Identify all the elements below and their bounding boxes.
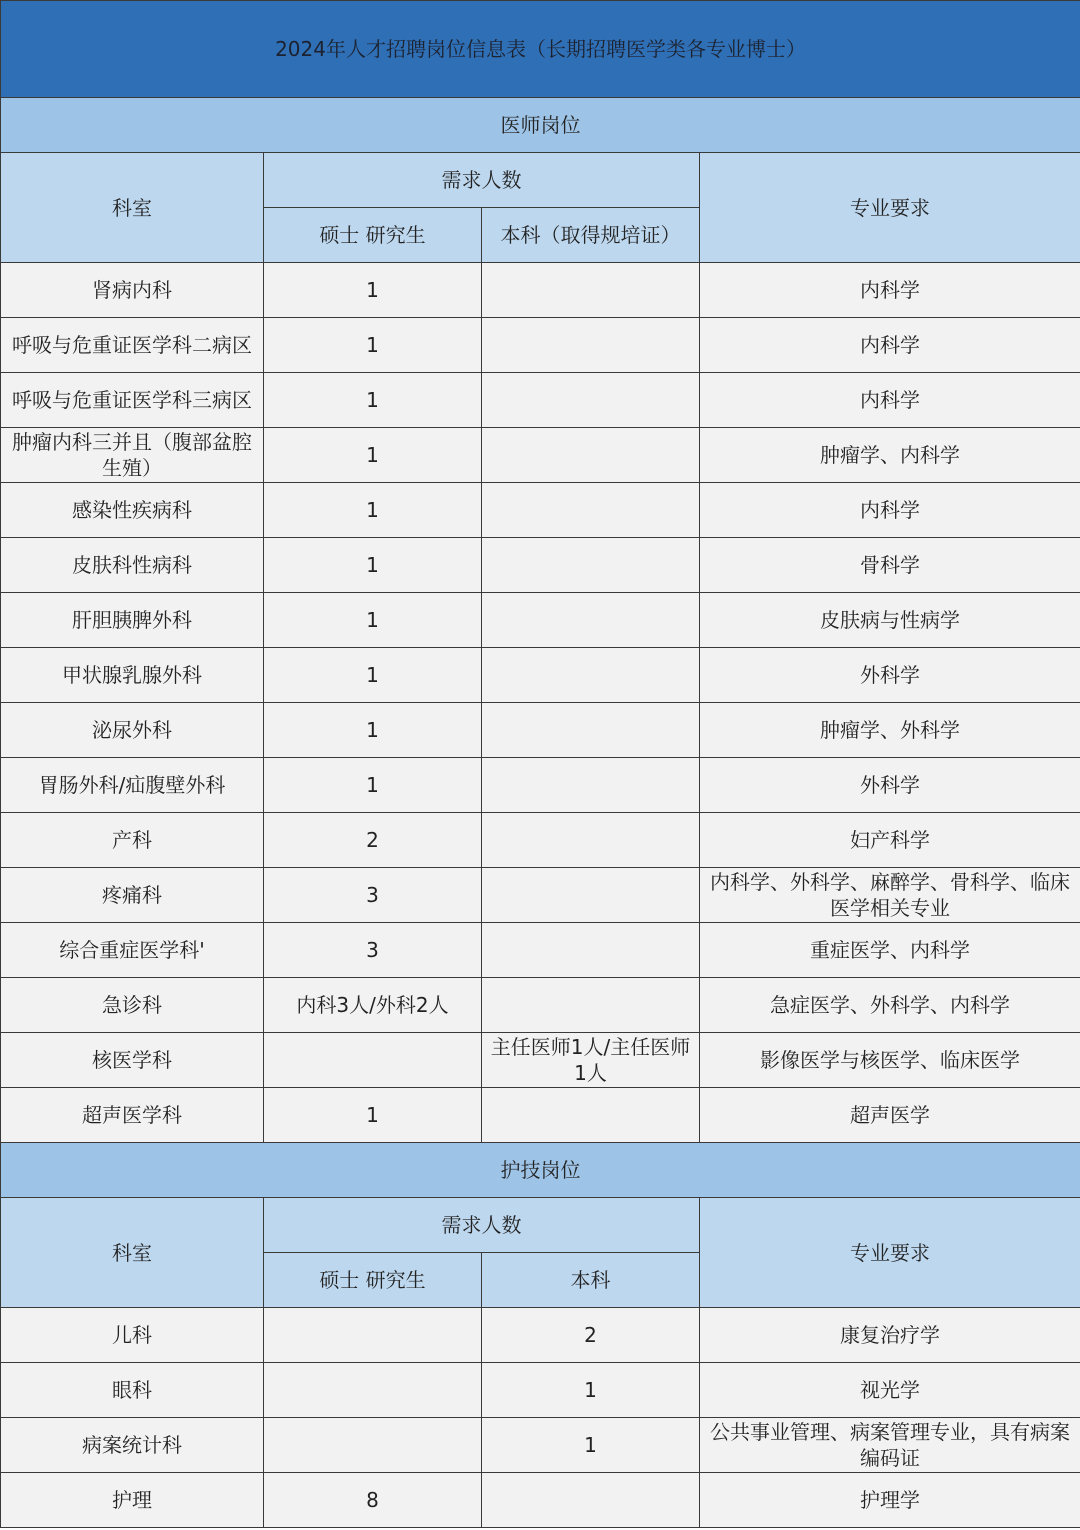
table-row <box>1 263 1080 318</box>
cell-dept: 产科 <box>1 813 264 868</box>
cell-count-col1: 1 <box>264 263 482 318</box>
header-col2: 本科（取得规培证） <box>482 208 700 263</box>
cell-count-col2 <box>482 483 700 538</box>
section-title: 护技岗位 <box>1 1143 1080 1198</box>
cell-count-col2 <box>482 593 700 648</box>
header-major: 专业要求 <box>700 153 1080 263</box>
cell-major: 皮肤病与性病学 <box>700 593 1080 648</box>
table-row <box>1 373 1080 428</box>
table-row <box>1 648 1080 703</box>
cell-dept: 皮肤科性病科 <box>1 538 264 593</box>
cell-major: 影像医学与核医学、临床医学 <box>700 1033 1080 1088</box>
header-col2: 本科 <box>482 1253 700 1308</box>
table-row <box>1 1088 1080 1143</box>
cell-major: 超声医学 <box>700 1088 1080 1143</box>
table-row <box>1 1418 1080 1473</box>
section-title: 医师岗位 <box>1 98 1080 153</box>
cell-count-col2 <box>482 428 700 483</box>
cell-count-col2 <box>482 923 700 978</box>
cell-count-col1: 内科3人/外科2人 <box>264 978 482 1033</box>
cell-count-col2 <box>482 1088 700 1143</box>
cell-major: 内科学 <box>700 483 1080 538</box>
table-row <box>1 428 1080 483</box>
cell-major: 康复治疗学 <box>700 1308 1080 1363</box>
header-demand: 需求人数 <box>264 153 700 208</box>
cell-count-col1: 3 <box>264 868 482 923</box>
cell-count-col2 <box>482 318 700 373</box>
cell-major: 视光学 <box>700 1363 1080 1418</box>
cell-dept: 肾病内科 <box>1 263 264 318</box>
cell-dept: 病案统计科 <box>1 1418 264 1473</box>
cell-major: 外科学 <box>700 758 1080 813</box>
cell-dept: 胃肠外科/疝腹壁外科 <box>1 758 264 813</box>
table-row <box>1 318 1080 373</box>
cell-count-col1: 1 <box>264 758 482 813</box>
cell-dept: 肿瘤内科三并且（腹部盆腔生殖） <box>1 428 264 483</box>
cell-dept: 泌尿外科 <box>1 703 264 758</box>
table-row <box>1 538 1080 593</box>
cell-count-col1: 2 <box>264 813 482 868</box>
cell-count-col2 <box>482 758 700 813</box>
cell-count-col2 <box>482 868 700 923</box>
cell-count-col1: 1 <box>264 318 482 373</box>
cell-count-col1: 8 <box>264 1473 482 1528</box>
cell-count-col1 <box>264 1033 482 1088</box>
cell-count-col1 <box>264 1418 482 1473</box>
cell-count-col1 <box>264 1363 482 1418</box>
cell-count-col2 <box>482 813 700 868</box>
cell-major: 外科学 <box>700 648 1080 703</box>
cell-major: 内科学、外科学、麻醉学、骨科学、临床医学相关专业 <box>700 868 1080 923</box>
cell-major: 肿瘤学、内科学 <box>700 428 1080 483</box>
table-row <box>1 1473 1080 1528</box>
cell-count-col1: 3 <box>264 923 482 978</box>
table-row <box>1 923 1080 978</box>
header-col1: 硕士 研究生 <box>264 208 482 263</box>
cell-dept: 呼吸与危重证医学科三病区 <box>1 373 264 428</box>
cell-count-col2: 1 <box>482 1418 700 1473</box>
cell-dept: 眼科 <box>1 1363 264 1418</box>
column-header-row <box>1 1198 1080 1253</box>
column-header-row <box>1 153 1080 208</box>
cell-count-col2: 1 <box>482 1363 700 1418</box>
cell-major: 肿瘤学、外科学 <box>700 703 1080 758</box>
cell-dept: 肝胆胰脾外科 <box>1 593 264 648</box>
header-dept: 科室 <box>1 1198 264 1308</box>
cell-count-col1: 1 <box>264 428 482 483</box>
section-header-row <box>1 1143 1080 1198</box>
cell-dept: 疼痛科 <box>1 868 264 923</box>
title-row <box>1 1 1080 98</box>
cell-count-col2 <box>482 538 700 593</box>
cell-count-col1: 1 <box>264 373 482 428</box>
cell-count-col2 <box>482 978 700 1033</box>
page-title: 2024年人才招聘岗位信息表（长期招聘医学类各专业博士） <box>1 1 1080 98</box>
cell-dept: 综合重症医学科' <box>1 923 264 978</box>
cell-dept: 核医学科 <box>1 1033 264 1088</box>
cell-count-col2 <box>482 648 700 703</box>
cell-major: 重症医学、内科学 <box>700 923 1080 978</box>
cell-count-col1: 1 <box>264 483 482 538</box>
cell-dept: 护理 <box>1 1473 264 1528</box>
section-header-row <box>1 98 1080 153</box>
cell-dept: 呼吸与危重证医学科二病区 <box>1 318 264 373</box>
cell-major: 内科学 <box>700 318 1080 373</box>
cell-major: 妇产科学 <box>700 813 1080 868</box>
table-row <box>1 758 1080 813</box>
cell-major: 骨科学 <box>700 538 1080 593</box>
table-row <box>1 978 1080 1033</box>
cell-count-col1: 1 <box>264 703 482 758</box>
cell-count-col1 <box>264 1308 482 1363</box>
header-major: 专业要求 <box>700 1198 1080 1308</box>
header-col1: 硕士 研究生 <box>264 1253 482 1308</box>
cell-count-col1: 1 <box>264 593 482 648</box>
header-demand: 需求人数 <box>264 1198 700 1253</box>
table-row <box>1 1363 1080 1418</box>
cell-dept: 急诊科 <box>1 978 264 1033</box>
cell-count-col1: 1 <box>264 1088 482 1143</box>
cell-dept: 儿科 <box>1 1308 264 1363</box>
cell-count-col2 <box>482 703 700 758</box>
cell-count-col1: 1 <box>264 648 482 703</box>
cell-major: 护理学 <box>700 1473 1080 1528</box>
table-row <box>1 813 1080 868</box>
cell-major: 内科学 <box>700 373 1080 428</box>
cell-count-col2: 2 <box>482 1308 700 1363</box>
header-dept: 科室 <box>1 153 264 263</box>
table-row <box>1 868 1080 923</box>
cell-count-col2: 主任医师1人/主任医师1人 <box>482 1033 700 1088</box>
cell-count-col2 <box>482 263 700 318</box>
table-row <box>1 593 1080 648</box>
cell-count-col2 <box>482 373 700 428</box>
cell-dept: 超声医学科 <box>1 1088 264 1143</box>
cell-count-col2 <box>482 1473 700 1528</box>
table-row <box>1 1308 1080 1363</box>
table-row <box>1 1033 1080 1088</box>
cell-dept: 甲状腺乳腺外科 <box>1 648 264 703</box>
table-row <box>1 483 1080 538</box>
cell-dept: 感染性疾病科 <box>1 483 264 538</box>
cell-major: 急症医学、外科学、内科学 <box>700 978 1080 1033</box>
table-row <box>1 703 1080 758</box>
cell-count-col1: 1 <box>264 538 482 593</box>
cell-major: 公共事业管理、病案管理专业，具有病案编码证 <box>700 1418 1080 1473</box>
cell-major: 内科学 <box>700 263 1080 318</box>
